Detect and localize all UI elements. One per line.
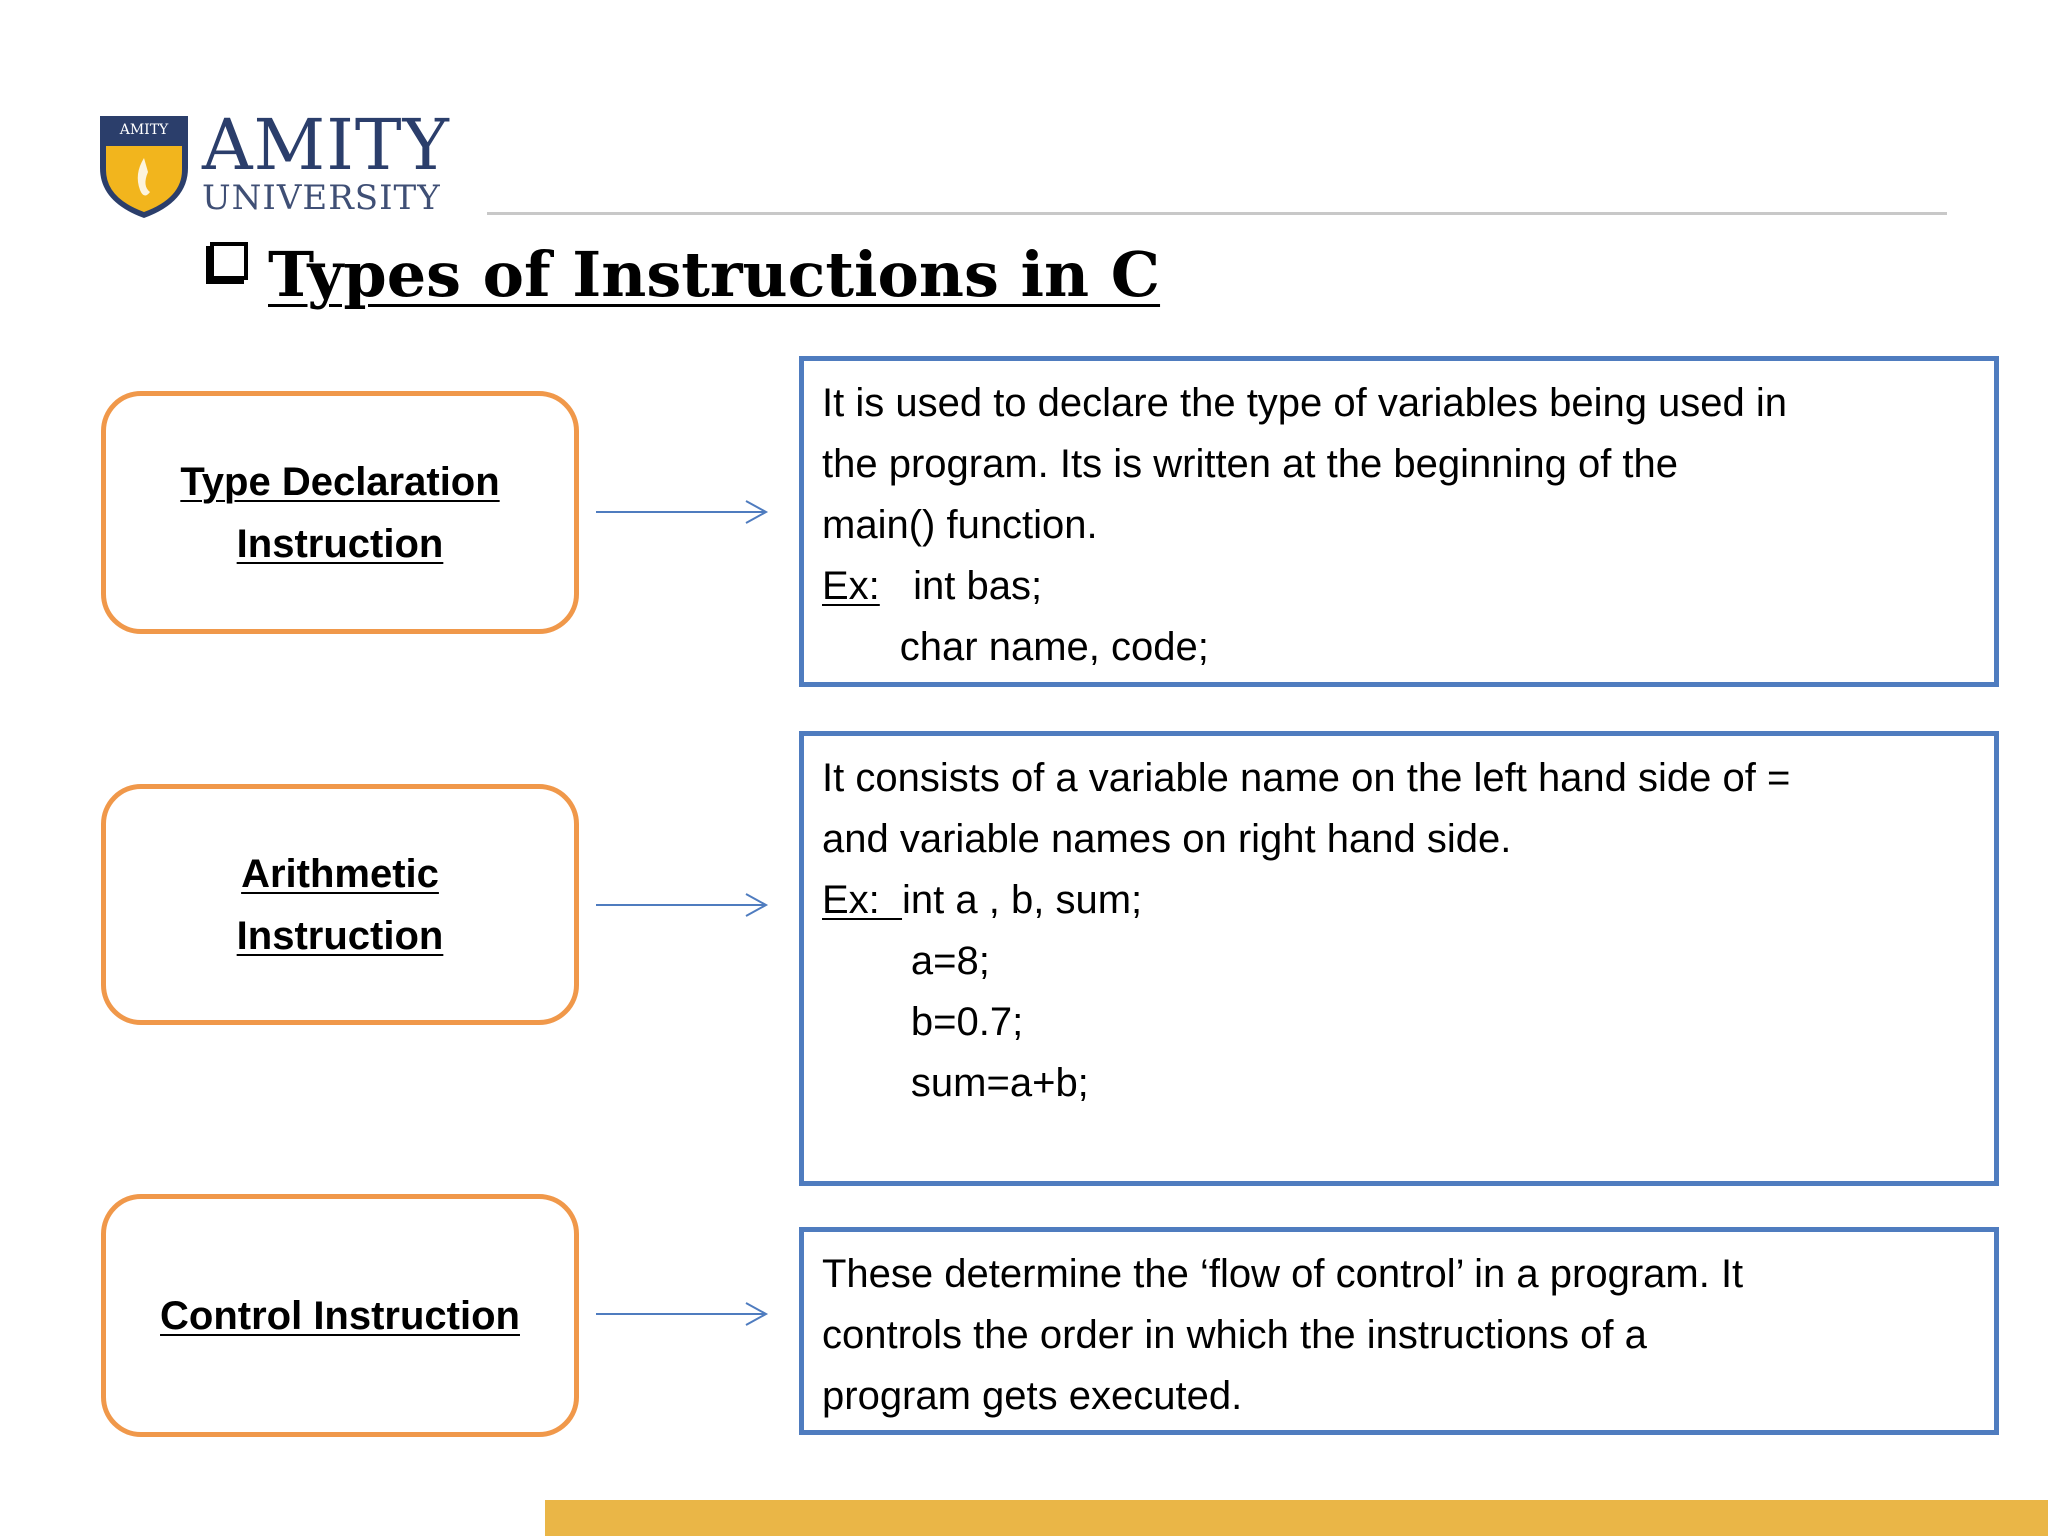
description-line: It is used to declare the type of variables being used in bbox=[822, 381, 1788, 425]
description-line: and variable names on right hand side. bbox=[822, 817, 1512, 861]
example-line bbox=[822, 556, 1976, 617]
arrow-right-icon bbox=[596, 499, 770, 525]
footer-bar bbox=[545, 1500, 2048, 1536]
header-divider bbox=[487, 212, 1947, 215]
type-declaration-box bbox=[101, 391, 579, 634]
control-box bbox=[101, 1194, 579, 1437]
arithmetic-box bbox=[101, 784, 579, 1025]
logo-subtitle: UNIVERSITY bbox=[202, 178, 441, 218]
amity-logo bbox=[96, 106, 448, 218]
example-code: b=0.7; bbox=[822, 1000, 1024, 1044]
example-code: int a , b, sum; bbox=[902, 878, 1143, 922]
example-code: char name, code; bbox=[822, 625, 1209, 669]
example-line bbox=[822, 870, 1976, 931]
description-line: controls the order in which the instructions of a bbox=[822, 1313, 1647, 1357]
example-code: sum=a+b; bbox=[822, 1061, 1089, 1105]
control-label: Control Instruction bbox=[160, 1293, 520, 1338]
type-declaration-description bbox=[799, 356, 1999, 687]
page-title: Types of Instructions in C bbox=[268, 238, 1161, 311]
university-crest-icon bbox=[96, 110, 192, 220]
arithmetic-label: Arithmetic Instruction bbox=[236, 851, 444, 958]
description-line: main() function. bbox=[822, 503, 1098, 547]
arrow-right-icon bbox=[596, 892, 770, 918]
example-label: Ex: bbox=[822, 878, 903, 922]
square-bullet-icon bbox=[210, 242, 248, 280]
type-declaration-label: Type Declaration Instruction bbox=[180, 459, 500, 566]
arithmetic-description bbox=[799, 731, 1999, 1186]
description-line: These determine the ‘flow of control’ in a program. It bbox=[822, 1252, 1744, 1296]
description-line: the program. Its is written at the beginning of the bbox=[822, 442, 1679, 486]
svg-text:AMITY: AMITY bbox=[119, 122, 169, 138]
logo-name: AMITY bbox=[202, 104, 450, 186]
control-description bbox=[799, 1227, 1999, 1435]
example-label: Ex: bbox=[822, 564, 880, 608]
arrow-right-icon bbox=[596, 1301, 770, 1327]
description-line: program gets executed. bbox=[822, 1374, 1243, 1418]
description-line: It consists of a variable name on the left hand side of = bbox=[822, 756, 1791, 800]
example-code: a=8; bbox=[822, 939, 990, 983]
example-code: int bas; bbox=[879, 564, 1043, 608]
